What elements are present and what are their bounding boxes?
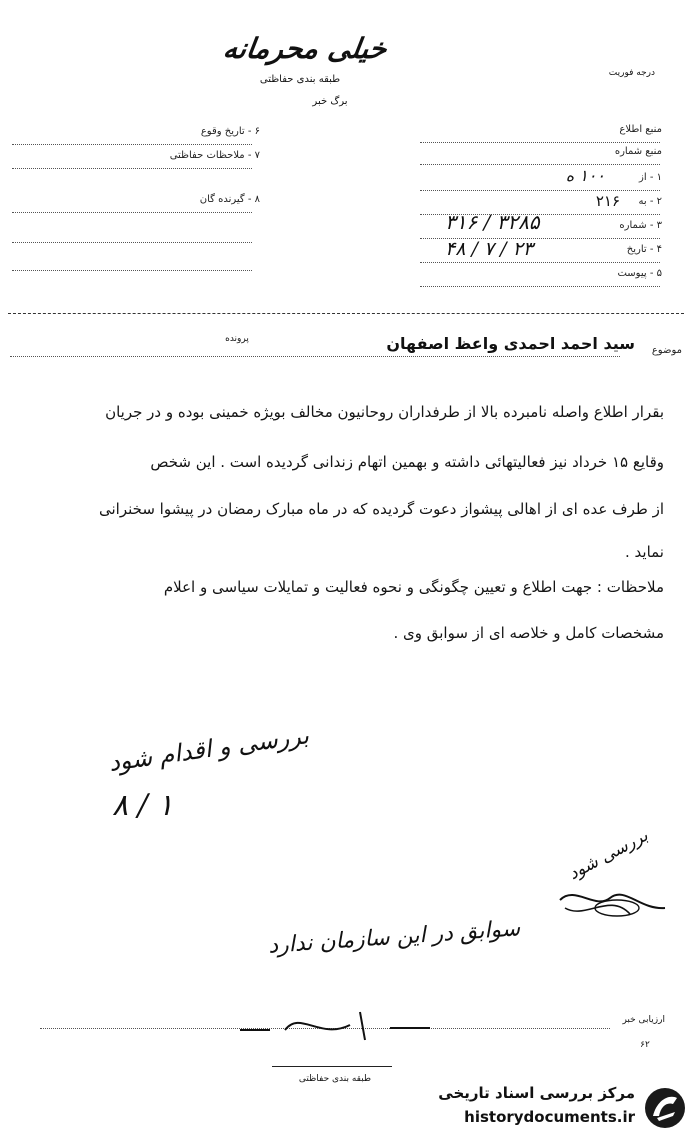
- file-note: پرونده: [225, 334, 249, 344]
- body-line: وقایع ۱۵ خرداد نیز فعالیتهائی داشته و بهمین اتهام زندانی گردیده است . این شخص: [150, 453, 664, 471]
- bottom-signature: [230, 1000, 450, 1045]
- archive-watermark: [410, 1080, 695, 1136]
- field-number: ۳ - شماره: [619, 220, 662, 231]
- classification-stamp: خیلی محرمانه: [221, 32, 389, 65]
- field-from-value: ۱۰۰ ه: [565, 166, 605, 185]
- header-divider: [8, 313, 684, 314]
- field-date: ۴ - تاریخ: [626, 244, 662, 255]
- field-to-value: ۲۱۶: [595, 192, 620, 210]
- field-recipients: ۸ - گیرنده گان: [199, 194, 260, 205]
- handwritten-instruction: بررسی و اقدام شود: [107, 721, 311, 777]
- handwritten-code: ۸ / ۱: [112, 788, 174, 823]
- handwritten-bottom-note: سوابق در این سازمان ندارد: [267, 916, 521, 959]
- handwritten-right-note: بررسی شود: [565, 825, 652, 885]
- grade-label: درجه فوریت: [608, 68, 655, 78]
- form-name: برگ خبر: [312, 96, 348, 107]
- signature-scribble: [555, 880, 675, 930]
- evaluation-label: ارزیابی خبر: [622, 1015, 665, 1025]
- subject-value: سید احمد احمدی واعظ اصفهان: [386, 334, 635, 353]
- field-security-notes: ۷ - ملاحظات حفاظتی: [169, 150, 260, 161]
- watermark-title: مرکز بررسی اسناد تاریخی: [438, 1084, 635, 1102]
- field-incident-date: ۶ - تاریخ وقوع: [200, 126, 260, 137]
- watermark-url: historydocuments.ir: [464, 1108, 635, 1126]
- field-attachment: ۵ - پیوست: [617, 268, 662, 279]
- remarks-line: ملاحظات : جهت اطلاع و تعیین چگونگی و نحوه فعالیت و تمایلات سیاسی و اعلام: [163, 578, 664, 596]
- subject-label: موضوع: [651, 345, 682, 356]
- field-from: ۱ - از: [639, 172, 662, 183]
- bottom-classification: طبقه بندی حفاظتی: [298, 1074, 372, 1084]
- archive-logo-icon: [643, 1086, 687, 1130]
- field-source: منبع اطلاع: [619, 124, 662, 135]
- body-line: نماید .: [624, 543, 664, 561]
- field-date-value: ۴۸ / ۷ / ۲۳: [445, 238, 533, 260]
- page-number: ۶۲: [640, 1040, 650, 1050]
- field-source-number: منبع شماره: [614, 146, 662, 157]
- field-to: ۲ - به: [638, 196, 662, 207]
- field-number-value: ۳۱۶ / ۳۲۸۵: [445, 210, 540, 234]
- body-line: بقرار اطلاع واصله نامبرده بالا از طرفداران روحانیون مخالف بویژه خمینی بوده و در جریان: [105, 403, 664, 421]
- body-line: از طرف عده ای از اهالی پیشواز دعوت گردیده که در ماه مبارک رمضان در پیشوا سخنرانی: [99, 500, 664, 518]
- remarks-line: مشخصات کامل و خلاصه ای از سوابق وی .: [393, 624, 664, 642]
- classification-stamp-caption: طبقه بندی حفاظتی: [259, 74, 341, 85]
